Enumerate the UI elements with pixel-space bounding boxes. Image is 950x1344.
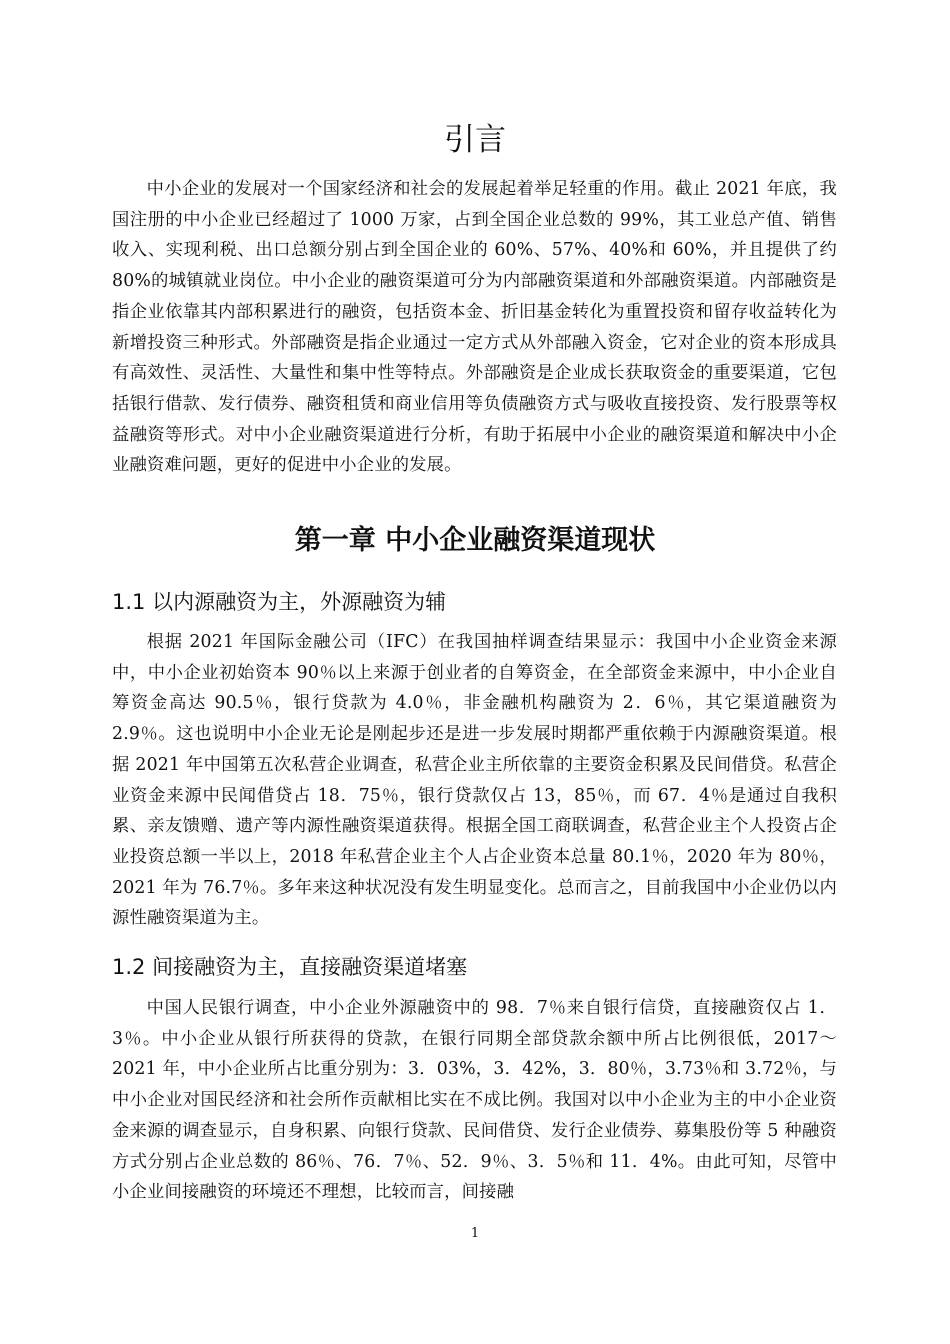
section-1-paragraph: 根据 2021 年国际金融公司（IFC）在我国抽样调查结果显示：我国中小企业资金来源中，中小企业初始资本 90％以上来源于创业者的自筹资金，在全部资金来源中，中小企业自筹资金高达 90.5％，银行贷款为 4.0％，非金融机构融资为 2．6％，其它渠道融资为 2.9％。这也说明中小企业无论是刚起步还是进一步发展时期都严重依赖于内源融资渠道。根据 2021 年中国第五次私营企业调查，私营企业主所依靠的主要资金积累及民间借贷。私营企业资金来源中民闻借贷占 18．75％，银行贷款仅占 13，85％，而 67．4％是通过自我积累、亲友馈赠、遗产等内源性融资渠道获得。根据全国工商联调查，私营企业主个人投资占企业投资总额一半以上，2018 年私营企业主个人占企业资本总量 80.1％，2020 年为 80％，2021 年为 76.7％。多年来这种状况没有发生明显变化。总而言之，目前我国中小企业仍以内源性融资渠道为主。 xyxy=(112,632,837,929)
section-1-title: 1.1 以内源融资为主，外源融资为辅 xyxy=(112,590,447,614)
section-2-paragraph: 中国人民银行调查，中小企业外源融资中的 98．7％来自银行信贷，直接融资仅占 1．3％。中小企业从银行所获得的贷款，在银行同期全部贷款余额中所占比例很低，2017～2021 年，中小企业所占比重分别为：3．03%，3．42%，3．80％，3.73％和 3.72％，与中小企业对国民经济和社会所作贡献相比实在不成比例。我国对以中小企业为主的中小企业资金来源的调查显示，自身积累、向银行贷款、民间借贷、发行企业债券、募集股份等 5 种融资方式分别占企业总数的 86％、76．7％、52．9％、3．5％和 11．4%。由此可知，尽管中小企业间接融资的环境还不理想，比较而言，间接融 xyxy=(112,998,837,1203)
intro-paragraph: 中小企业的发展对一个国家经济和社会的发展起着举足轻重的作用。截止 2021 年底，我国注册的中小企业已经超过了 1000 万家，占到全国企业总数的 99%，其工业总产值、销售收入、实现利税、出口总额分别占到全国企业的 60%、57%、40%和 60%，并且提供了约 80%的城镇就业岗位。中小企业的融资渠道可分为内部融资渠道和外部融资渠道。内部融资是指企业依靠其内部积累进行的融资，包括资本金、折旧基金转化为重置投资和留存收益转化为新增投资三种形式。外部融资是指企业通过一定方式从外部融入资金，它对企业的资本形成具有高效性、灵活性、大量性和集中性等特点。外部融资是企业成长获取资金的重要渠道，它包括银行借款、发行债券、融资租赁和商业信用等负债融资方式与吸收直接投资、发行股票等权益融资等形式。对中小企业融资渠道进行分析，有助于拓展中小企业的融资渠道和解决中小企业融资难问题，更好的促进中小企业的发展。 xyxy=(112,179,837,476)
chapter-title: 第一章 中小企业融资渠道现状 xyxy=(294,525,656,556)
document-title: 引言 xyxy=(444,122,506,158)
section-2-title: 1.2 间接融资为主，直接融资渠道堵塞 xyxy=(112,955,468,979)
page-number: 1 xyxy=(470,1226,480,1241)
